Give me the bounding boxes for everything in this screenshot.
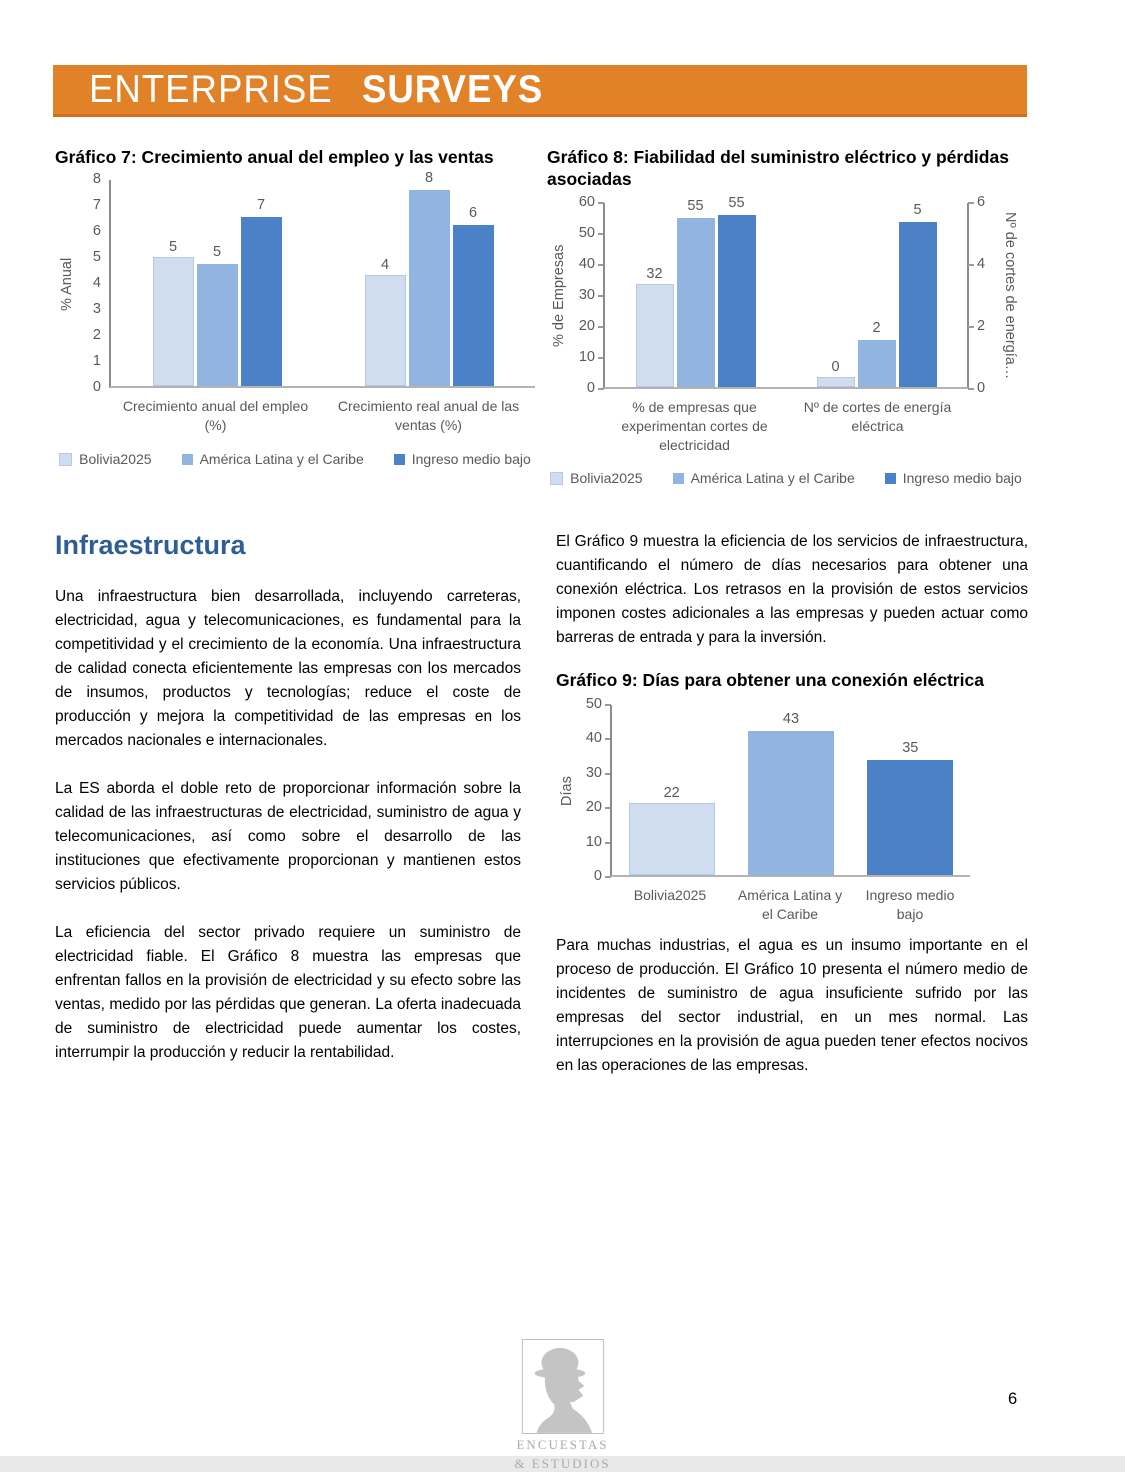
axis-tick-label: 50 (578, 224, 595, 241)
axis-tick-label: 30 (585, 764, 602, 781)
bar-value-label: 4 (380, 257, 390, 274)
bar-value-label: 22 (663, 784, 680, 801)
axis-tick-label: 3 (92, 301, 101, 318)
category-label-line: experimentan cortes de (621, 417, 768, 434)
y-axis-ticks (79, 171, 109, 396)
bar-slot (365, 180, 406, 386)
category-label-line: Bolivia2025 (633, 887, 707, 904)
grafico-9-chart (556, 696, 970, 924)
bar-value-label: 32 (646, 266, 663, 283)
legend-label: Bolivia2025 (570, 470, 643, 487)
category-label-line: Nº de cortes de energía (803, 398, 952, 415)
plot-and-labels (109, 170, 535, 435)
bar-value-label: 7 (256, 197, 266, 214)
bar-group (605, 194, 786, 387)
figure-grafico-8 (547, 146, 1025, 486)
bar-value-label: 43 (782, 710, 800, 727)
axis-tick-label: 0 (92, 379, 101, 396)
axis-tick-label: 2 (977, 317, 986, 334)
axis-tick-label: 0 (593, 868, 602, 885)
bar-group (786, 203, 967, 387)
axis-tick-label: 20 (585, 799, 602, 816)
bar (748, 731, 834, 875)
category-label-line: Crecimiento real anual de las (337, 398, 520, 415)
category-labels (610, 886, 970, 924)
paragraph-grafico-9-intro: El Gráfico 9 muestra la eficiencia de los servicios de infraestructura, cuantificando el número de días necesarios para obtener una conexión eléctrica. Los retrasos en la provisión de estos servicios imponen costes adicionales a las empresas y pueden actuar como barreras de entrada y para la inversión. (556, 533, 1028, 647)
bar (453, 225, 494, 386)
bar (153, 257, 194, 386)
bar-slot (153, 180, 194, 386)
axis-tick-label: 0 (977, 379, 986, 396)
bar-slot (748, 705, 834, 875)
category-label (322, 397, 535, 435)
paragraph-infraestructura-1: Una infraestructura bien desarrollada, incluyendo carreteras, electricidad, agua y telecomunicaciones, es fundamental para la competitividad y el crecimiento de la economía. Una infraestructura de calidad conecta eficientemente las empresas con los mercados de insumos, productos y tecnologías; reduce el coste de producción y mejora la competitividad de las empresas en los mercados nacionales e internacionales. (55, 588, 521, 750)
legend-swatch (394, 454, 405, 465)
bar-value-label: 35 (902, 739, 919, 756)
plot-and-labels (603, 194, 969, 455)
left-column (55, 530, 521, 1102)
axis-tick-label: 60 (578, 193, 595, 210)
axis-tick-mark (968, 264, 974, 266)
bar-slot (718, 194, 756, 387)
bar-value-label: 5 (168, 239, 178, 255)
y-axis-title: Días (559, 776, 575, 806)
axis-tick-label: 20 (578, 317, 595, 334)
legend-swatch (673, 473, 684, 484)
grafico-8-chart (547, 193, 1025, 487)
plot-area (109, 170, 535, 388)
axis-tick-label: 10 (585, 833, 602, 850)
category-label-line: Crecimiento anual del empleo (122, 398, 309, 415)
legend-item (59, 451, 151, 467)
bar (365, 275, 406, 386)
chart-body (556, 696, 970, 924)
chart-body (55, 170, 535, 435)
legend-label: América Latina y el Caribe (199, 451, 364, 468)
bar-slot (453, 180, 494, 386)
bar (241, 217, 282, 386)
category-label (850, 886, 970, 924)
bar-value-label: 5 (913, 202, 922, 219)
legend-label: Bolivia2025 (79, 451, 152, 468)
axis-tick-label: 50 (585, 696, 602, 713)
axis-tick-label: 1 (92, 353, 101, 370)
category-label-line: bajo (896, 905, 924, 922)
bar-value-label: 55 (728, 194, 745, 211)
bar-value-label: 0 (831, 359, 840, 376)
bar-group (612, 705, 731, 875)
plot-and-labels (610, 705, 970, 924)
axis-tick-label: 4 (977, 255, 986, 272)
grafico-8-title: Gráfico 8: Fiabilidad del suministro eléctrico y pérdidas asociadas (547, 147, 1009, 190)
legend-swatch (182, 454, 193, 465)
axis-tick-mark (968, 326, 974, 328)
bar-value-label: 6 (468, 205, 478, 222)
category-labels (603, 398, 969, 455)
chart-legend (55, 451, 535, 467)
category-label-line: % de empresas que (632, 398, 757, 415)
legend-swatch (550, 472, 563, 485)
bar (858, 340, 896, 387)
footer-logo-block (514, 1339, 610, 1472)
bar-slot (636, 203, 674, 387)
category-label-line: el Caribe (761, 905, 819, 922)
grafico-7-title: Gráfico 7: Crecimiento anual del empleo y las ventas (55, 147, 494, 167)
encuestas-estudios-silhouette-icon (523, 1342, 601, 1433)
axis-tick-mark (968, 388, 974, 390)
bar (629, 803, 715, 876)
paragraph-agua: Para muchas industrias, el agua es un insumo importante en el proceso de producción. El Gráfico 10 presenta el número medio de incidentes de suministro de agua insuficiente sufrido por las empresas del sector industrial, en un mes normal. Las interrupciones en la provisión de agua pueden tener efectos nocivos en las operaciones de las empresas. (556, 936, 1028, 1074)
legend-label: América Latina y el Caribe (690, 470, 855, 487)
bar-value-label: 8 (424, 170, 434, 187)
y-axis-ticks (571, 193, 603, 396)
chart-legend (547, 470, 1025, 486)
paragraph-infraestructura-3: La eficiencia del sector privado requiere un suministro de electricidad fiable. El Gráfico 8 muestra las empresas que enfrentan fallos en la provisión de electricidad y su efecto sobre las ventas, medido por las pérdidas que generan. La oferta inadecuada de suministro de electricidad puede aumentar los costes, interrumpir la producción y reducir la rentabilidad. (55, 924, 521, 1062)
bar-group (731, 705, 850, 875)
bar-value-label: 55 (687, 197, 704, 214)
bar (718, 215, 756, 387)
legend-label: Ingreso medio bajo (902, 470, 1022, 487)
bar-group (111, 180, 323, 386)
y-axis-title: % Anual (59, 257, 75, 311)
text-columns (55, 530, 1070, 1102)
y-axis-title: % de Empresas (551, 244, 567, 347)
plot-area (603, 194, 969, 389)
logo-text-line1: ENCUESTAS (516, 1437, 609, 1452)
bar (636, 284, 674, 387)
axis-tick-mark (968, 202, 974, 204)
axis-tick-label: 4 (92, 275, 101, 292)
category-label (730, 886, 850, 924)
section-heading-infraestructura: Infraestructura (55, 530, 246, 560)
banner-title-enterprise: ENTERPRISE (89, 67, 333, 111)
axis-tick-label: 7 (92, 197, 101, 214)
legend-swatch (59, 453, 72, 466)
category-label (603, 398, 786, 455)
category-label-line: Ingreso medio (865, 887, 955, 904)
bar-slot (867, 705, 953, 875)
grafico-9-title: Gráfico 9: Días para obtener una conexión eléctrica (556, 670, 984, 691)
axis-tick-label: 2 (92, 327, 101, 344)
category-label-line: eléctrica (851, 417, 904, 434)
legend-swatch (885, 473, 896, 484)
legend-item (394, 451, 531, 467)
bar-group (851, 705, 970, 875)
legend-item (885, 470, 1022, 486)
chart-body (547, 193, 1025, 455)
bar (867, 760, 953, 875)
bar-group (323, 170, 535, 386)
axis-tick-label: 10 (578, 348, 595, 365)
axis-tick-label: 8 (92, 171, 101, 188)
legend-label: Ingreso medio bajo (411, 451, 531, 468)
bar-slot (629, 705, 715, 875)
bar-value-label: 5 (212, 244, 222, 261)
category-label-line: electricidad (659, 436, 730, 453)
bar-slot (899, 203, 937, 387)
bar-slot (677, 197, 715, 387)
logo-text-line2: & ESTUDIOS (514, 1456, 611, 1471)
bar-slot (241, 180, 282, 386)
axis-tick-label: 6 (977, 193, 986, 210)
bar (899, 222, 937, 386)
category-label-line: ventas (%) (395, 417, 462, 434)
bar-value-label: 2 (872, 320, 881, 337)
grafico-7-chart (55, 170, 535, 468)
legend-item (673, 470, 855, 486)
y2-axis-ticks (969, 193, 995, 396)
legend-item (182, 451, 364, 467)
top-charts-row (55, 146, 1070, 486)
category-label-line: América Latina y (737, 887, 843, 904)
axis-tick-label: 40 (585, 730, 602, 747)
right-column (556, 530, 1028, 1102)
banner-title-surveys: SURVEYS (362, 67, 544, 111)
y-axis-ticks (578, 696, 610, 885)
paragraph-infraestructura-2: La ES aborda el doble reto de proporcionar información sobre la calidad de las infraestructuras de electricidad, suministro de agua y telecomunicaciones, así como sobre el desarrollo de las instituciones que efectivamente proporcionan y mantienen estos servicios públicos. (55, 780, 521, 894)
bar-slot (817, 203, 855, 387)
axis-tick-label: 40 (578, 255, 595, 272)
bar (817, 377, 855, 387)
bar (677, 218, 715, 387)
axis-tick-label: 5 (92, 249, 101, 266)
page-number: 6 (1008, 1390, 1018, 1408)
figure-grafico-7 (55, 146, 535, 486)
axis-tick-label: 6 (92, 223, 101, 240)
bar-slot (858, 203, 896, 387)
category-label (109, 397, 322, 435)
logo-frame (521, 1339, 603, 1434)
category-label-line: (%) (204, 417, 227, 434)
category-label (786, 398, 969, 455)
category-label (610, 886, 730, 924)
enterprise-surveys-banner (53, 65, 1027, 117)
axis-tick-label: 0 (586, 379, 595, 396)
axis-tick-label: 30 (578, 286, 595, 303)
legend-item (550, 470, 642, 486)
category-labels (109, 397, 535, 435)
plot-area (610, 705, 970, 877)
bar (197, 264, 238, 386)
y2-axis-title: Nº de cortes de energía… (1002, 212, 1018, 380)
